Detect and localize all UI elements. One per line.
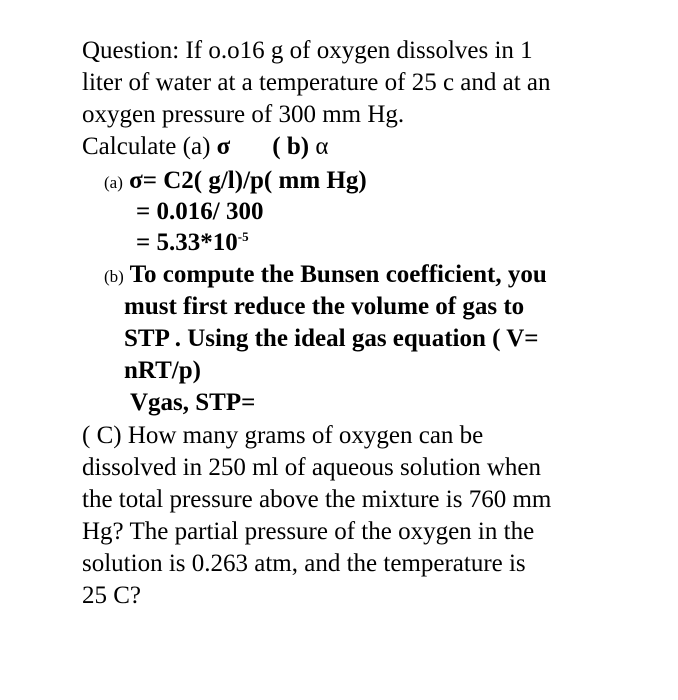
- question-line-1: Question: If o.o16 g of oxygen dissolves in 1: [82, 37, 533, 64]
- sigma-symbol: σ: [216, 133, 231, 160]
- part-c-line-4: Hg? The partial pressure of the oxygen in the: [82, 518, 535, 545]
- calculate-prefix: Calculate (a): [82, 133, 217, 160]
- part-c-line-2: dissolved in 250 ml of aqueous solution when: [82, 454, 541, 481]
- part-b-line-2: must first reduce the volume of gas to: [124, 293, 525, 320]
- part-a-formula-line: [104, 168, 367, 193]
- part-a-step-2: [136, 230, 249, 255]
- part-a-formula: σ= C2( g/l)/p( mm Hg): [129, 167, 367, 194]
- calculate-line: [82, 134, 328, 159]
- question-line-3: oxygen pressure of 300 mm Hg.: [82, 101, 405, 128]
- alpha-symbol: α: [315, 133, 329, 160]
- part-b-label-small: (b): [104, 267, 124, 286]
- part-c-line-3: the total pressure above the mixture is 760 mm: [82, 486, 552, 513]
- part-c-line-6: 25 C?: [82, 582, 142, 609]
- question-line-2: liter of water at a temperature of 25 c and at an: [82, 69, 551, 96]
- part-b-text-1: To compute the Bunsen coefficient, you: [129, 261, 547, 288]
- part-b-label: ( b): [272, 133, 310, 160]
- part-c-line-1: ( C) How many grams of oxygen can be: [82, 422, 484, 449]
- part-a-step-2-exponent: -5: [237, 229, 249, 244]
- part-a-label: (a): [104, 173, 123, 192]
- part-a-step-1: = 0.016/ 300: [136, 198, 264, 225]
- part-a-step-2-base: = 5.33*10: [136, 229, 238, 256]
- part-b-line-5: Vgas, STP=: [130, 389, 256, 416]
- part-b-line-1: [104, 262, 547, 287]
- part-b-line-3: STP . Using the ideal gas equation ( V=: [124, 325, 539, 352]
- part-b-line-4: nRT/p): [124, 357, 201, 384]
- part-c-line-5: solution is 0.263 atm, and the temperature is: [82, 550, 526, 577]
